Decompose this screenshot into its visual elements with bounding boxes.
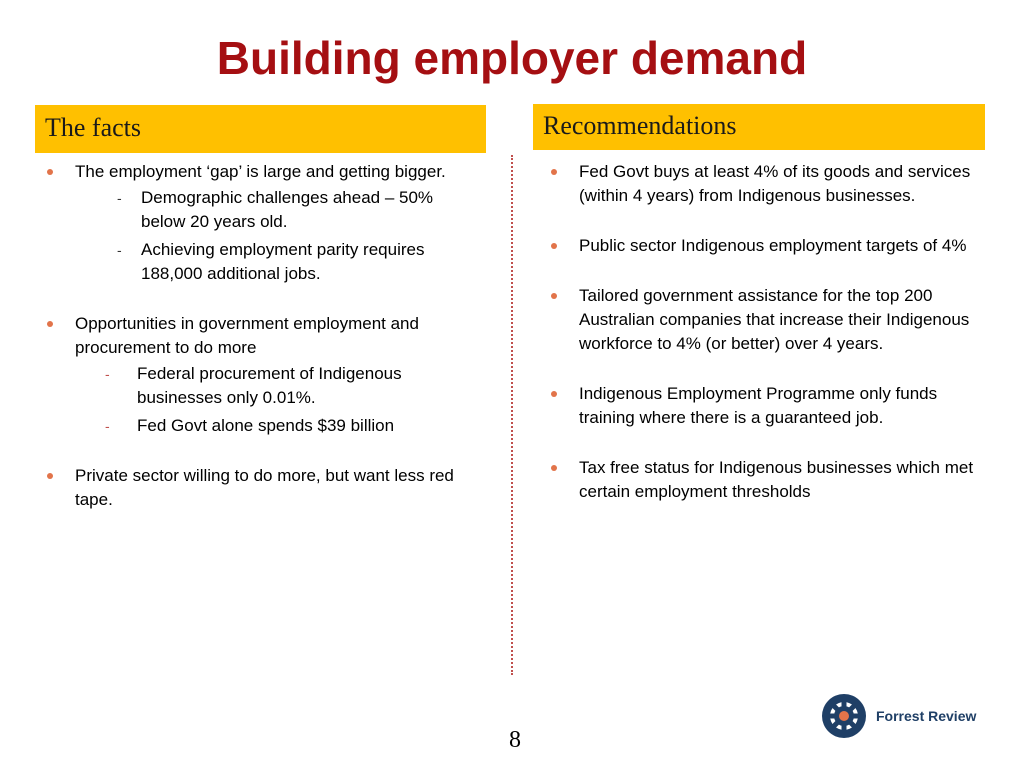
bullet-icon bbox=[47, 169, 53, 175]
recommendation-text: Fed Govt buys at least 4% of its goods and services (within 4 years) from Indigenous businesses. bbox=[579, 162, 971, 205]
facts-item bbox=[47, 160, 477, 286]
recommendations-header: Recommendations bbox=[533, 104, 985, 150]
recommendation-item bbox=[551, 456, 991, 504]
bullet-icon bbox=[551, 169, 557, 175]
bullet-icon bbox=[551, 243, 557, 249]
dash-icon: - bbox=[117, 190, 122, 206]
facts-header: The facts bbox=[35, 105, 486, 153]
dash-icon: - bbox=[105, 366, 110, 382]
facts-item bbox=[47, 464, 477, 512]
facts-item bbox=[47, 312, 477, 438]
facts-item-text: The employment ‘gap’ is large and getting bigger. bbox=[75, 162, 446, 181]
facts-column bbox=[47, 160, 477, 538]
facts-subitem-text: Demographic challenges ahead – 50% below 20 years old. bbox=[141, 188, 434, 231]
recommendation-text: Indigenous Employment Programme only funds training where there is a guaranteed job. bbox=[579, 384, 938, 427]
recommendation-text: Tax free status for Indigenous businesses which met certain employment thresholds bbox=[579, 458, 974, 501]
facts-subitem bbox=[75, 238, 477, 286]
logo-text: Forrest Review bbox=[876, 708, 977, 724]
bullet-icon bbox=[47, 321, 53, 327]
column-divider bbox=[511, 155, 513, 675]
facts-subitem bbox=[75, 186, 477, 234]
recommendation-text: Tailored government assistance for the top 200 Australian companies that increase their Indigenous workforce to 4% (or better) over 4 years. bbox=[579, 286, 970, 353]
facts-item-text: Private sector willing to do more, but want less red tape. bbox=[75, 466, 454, 509]
bullet-icon bbox=[551, 391, 557, 397]
bullet-icon bbox=[551, 293, 557, 299]
recommendation-text: Public sector Indigenous employment targets of 4% bbox=[579, 236, 967, 255]
bullet-icon bbox=[47, 473, 53, 479]
recommendation-item bbox=[551, 284, 991, 356]
facts-item-text: Opportunities in government employment and procurement to do more bbox=[75, 314, 419, 357]
bullet-icon bbox=[551, 465, 557, 471]
recommendations-column bbox=[551, 160, 991, 530]
facts-subitem-text: Federal procurement of Indigenous businesses only 0.01%. bbox=[137, 364, 402, 407]
facts-subitem bbox=[75, 414, 477, 438]
dash-icon: - bbox=[117, 242, 122, 258]
page-number: 8 bbox=[509, 727, 521, 753]
recommendation-item bbox=[551, 382, 991, 430]
facts-subitem-text: Fed Govt alone spends $39 billion bbox=[137, 416, 395, 435]
wheel-logo-icon bbox=[820, 692, 868, 740]
recommendation-item bbox=[551, 234, 991, 258]
facts-subitem-text: Achieving employment parity requires 188,000 additional jobs. bbox=[141, 240, 425, 283]
facts-subitem bbox=[75, 362, 477, 410]
slide-title: Building employer demand bbox=[216, 32, 808, 84]
recommendation-item bbox=[551, 160, 991, 208]
forrest-review-logo bbox=[820, 690, 976, 742]
dash-icon: - bbox=[105, 418, 110, 434]
